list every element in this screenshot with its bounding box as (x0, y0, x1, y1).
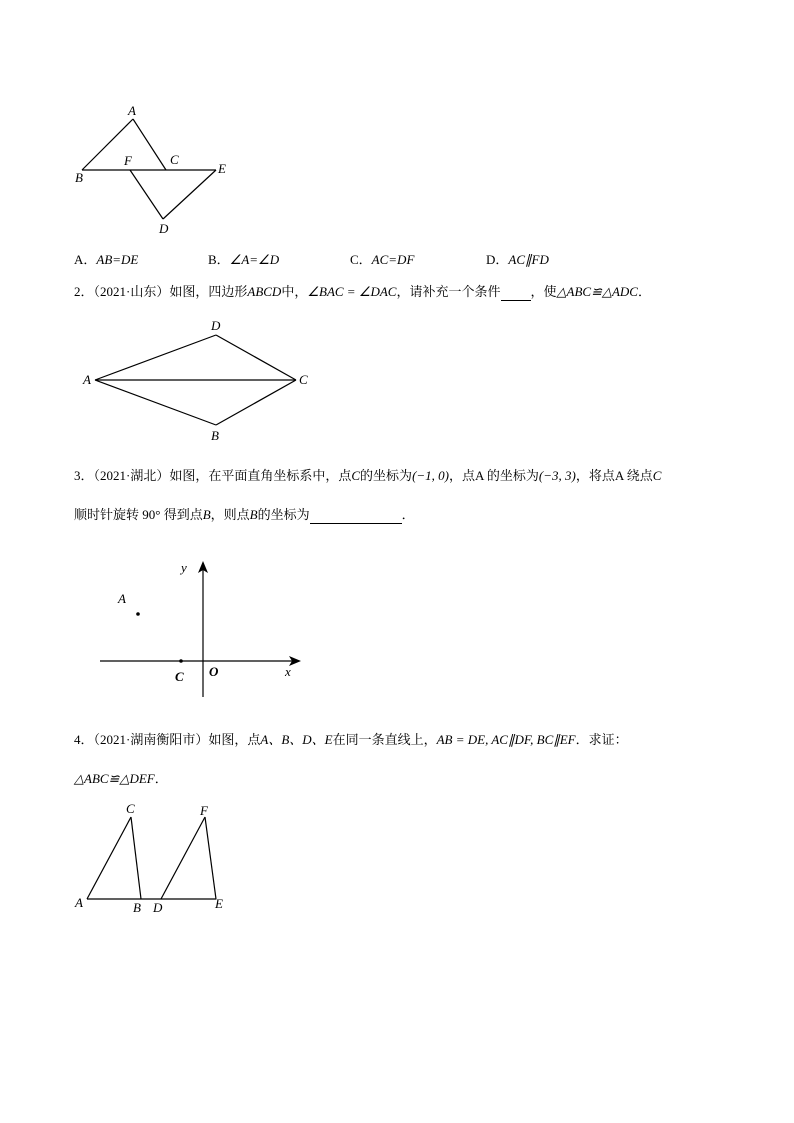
label-a: A (75, 895, 83, 910)
question-number: 4． (74, 732, 94, 747)
question-source: （2021·湖南衡阳市） (93, 732, 209, 747)
math-coordinate: (−1, 0) (412, 468, 449, 483)
label-f: F (124, 153, 132, 168)
question-text: ，点A 的坐标为 (449, 468, 539, 483)
option-letter: C． (350, 252, 372, 267)
math-point: C (351, 468, 361, 483)
segment-fe (205, 817, 216, 899)
label-f: F (200, 803, 208, 818)
label-d: D (159, 221, 169, 236)
label-c: C (170, 152, 179, 167)
option-text: ∠A=∠D (229, 252, 280, 267)
label-c: C (175, 669, 184, 684)
math-congruence: △ABC≌△DEF (74, 771, 155, 786)
label-a: A (118, 591, 126, 606)
label-o: O (209, 664, 219, 679)
math-coordinate: (−3, 3) (538, 468, 576, 483)
math-point: B (249, 507, 258, 522)
question-text: 的坐标为 (257, 507, 310, 522)
question-text: ．求证： (575, 732, 628, 747)
option-letter: A． (74, 252, 97, 267)
question-text: 顺时针旋转 90° 得到点 (74, 507, 203, 522)
label-x: x (285, 664, 291, 679)
question-text: 中， (281, 284, 308, 299)
label-c: C (299, 372, 308, 387)
label-e: E (215, 896, 223, 911)
option-text: AC∥FD (508, 252, 549, 267)
math-condition: ∠BAC = ∠DAC (307, 284, 397, 299)
label-a: A (128, 103, 136, 118)
segment-ac (87, 817, 131, 899)
question-number: 3． (74, 468, 94, 483)
question-text: ，使 (530, 284, 557, 299)
label-b: B (75, 170, 83, 185)
question-text: ． (637, 284, 651, 299)
math-congruence: △ABC≌△ADC (556, 284, 638, 299)
label-d: D (211, 318, 221, 333)
math-points: A、B、D、E (260, 732, 333, 747)
math-quad: ABCD (247, 284, 282, 299)
label-d: D (153, 900, 163, 915)
question-source: （2021·山东） (93, 284, 170, 299)
segment-cb (131, 817, 141, 899)
question-number: 2． (74, 284, 94, 299)
option-letter: D． (486, 252, 509, 267)
question-text: 如图，在平面直角坐标系中，点 (169, 468, 352, 483)
question-source: （2021·湖北） (93, 468, 170, 483)
label-b: B (133, 900, 141, 915)
question-text: ，则点 (210, 507, 250, 522)
question-text: ． (401, 507, 415, 522)
label-e: E (218, 161, 226, 176)
question-text: ，将点A 绕点 (575, 468, 653, 483)
option-letter: B． (208, 252, 230, 267)
math-condition: AB = DE, AC∥DF, BC∥EF (436, 732, 576, 747)
label-c: C (126, 801, 135, 816)
option-text: AC=DF (371, 252, 415, 267)
question-text: 如图，点 (208, 732, 261, 747)
math-point: C (652, 468, 662, 483)
question-text: 在同一条直线上， (332, 732, 437, 747)
label-a: A (83, 372, 91, 387)
question-text: 如图，四边形 (169, 284, 248, 299)
math-point: B (202, 507, 211, 522)
option-text: AB=DE (96, 252, 139, 267)
label-y: y (181, 560, 187, 575)
segment-df (161, 817, 205, 899)
label-b: B (211, 428, 219, 443)
question-text: ，请补充一个条件 (396, 284, 501, 299)
question-text: ． (154, 771, 168, 786)
question-text: 的坐标为 (360, 468, 413, 483)
